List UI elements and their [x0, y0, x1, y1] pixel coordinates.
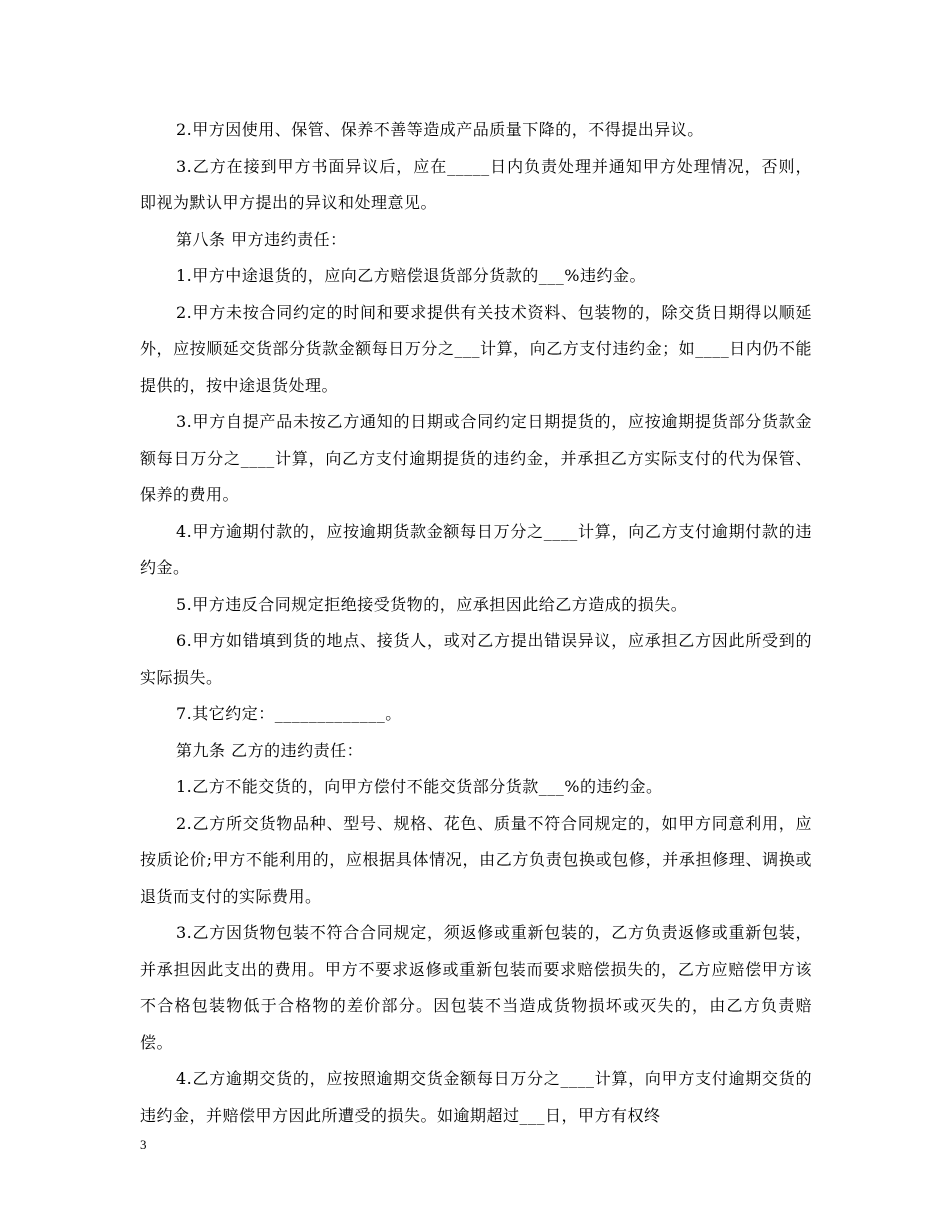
paragraph: 3.乙方因货物包装不符合合同规定，须返修或重新包装的，乙方负责返修或重新包装，并承担因此支出的费用。甲方不要求返修或重新包装而要求赔偿损失的，乙方应赔偿甲方该不合格包装物低于合格物的差价部分。因包装不当造成货物损坏或灭失的，由乙方负责赔偿。 [140, 923, 812, 1052]
section-heading: 第九条 乙方的违约责任： [176, 740, 364, 760]
paragraph: 2.乙方所交货物品种、型号、规格、花色、质量不符合同规定的，如甲方同意利用，应按质论价;甲方不能利用的，应根据具体情况，由乙方负责包换或包修，并承担修理、调换或退货而支付的实际费用。 [140, 813, 812, 906]
paragraph: 1.甲方中途退货的，应向乙方赔偿退货部分货款的___%违约金。 [176, 266, 646, 285]
paragraph: 4.乙方逾期交货的，应按照逾期交货金额每日万分之____计算，向甲方支付逾期交货的违约金，并赔偿甲方因此所遭受的损失。如逾期超过___日，甲方有权终 [140, 1069, 812, 1125]
paragraph: 7.其它约定：_____________。 [176, 704, 402, 723]
paragraph: 4.甲方逾期付款的，应按逾期货款金额每日万分之____计算，向乙方支付逾期付款的违约金。 [140, 521, 812, 577]
paragraph: 2.甲方未按合同约定的时间和要求提供有关技术资料、包装物的，除交货日期得以顺延外，应按顺延交货部分货款金额每日万分之___计算，向乙方支付违约金；如____日内仍不能提供的，按中途退货处理。 [140, 302, 812, 395]
paragraph: 3.甲方自提产品未按乙方通知的日期或合同约定日期提货的，应按逾期提货部分货款金额每日万分之____计算，向乙方支付逾期提货的违约金，并承担乙方实际支付的代为保管、保养的费用。 [140, 412, 812, 504]
section-heading: 第八条 甲方违约责任： [176, 229, 347, 249]
paragraph: 5.甲方违反合同规定拒绝接受货物的，应承担因此给乙方造成的损失。 [176, 594, 688, 614]
paragraph: 6.甲方如错填到货的地点、接货人，或对乙方提出错误异议，应承担乙方因此所受到的实际损失。 [140, 631, 812, 687]
paragraph: 2.甲方因使用、保管、保养不善等造成产品质量下降的，不得提出异议。 [176, 120, 704, 139]
paragraph: 1.乙方不能交货的，向甲方偿付不能交货部分货款___%的违约金。 [176, 777, 663, 796]
paragraph: 3.乙方在接到甲方书面异议后，应在_____日内负责处理并通知甲方处理情况，否则，即视为默认甲方提出的异议和处理意见。 [140, 156, 812, 212]
contract-body [140, 112, 812, 1134]
page-number: 3 [140, 1137, 147, 1152]
